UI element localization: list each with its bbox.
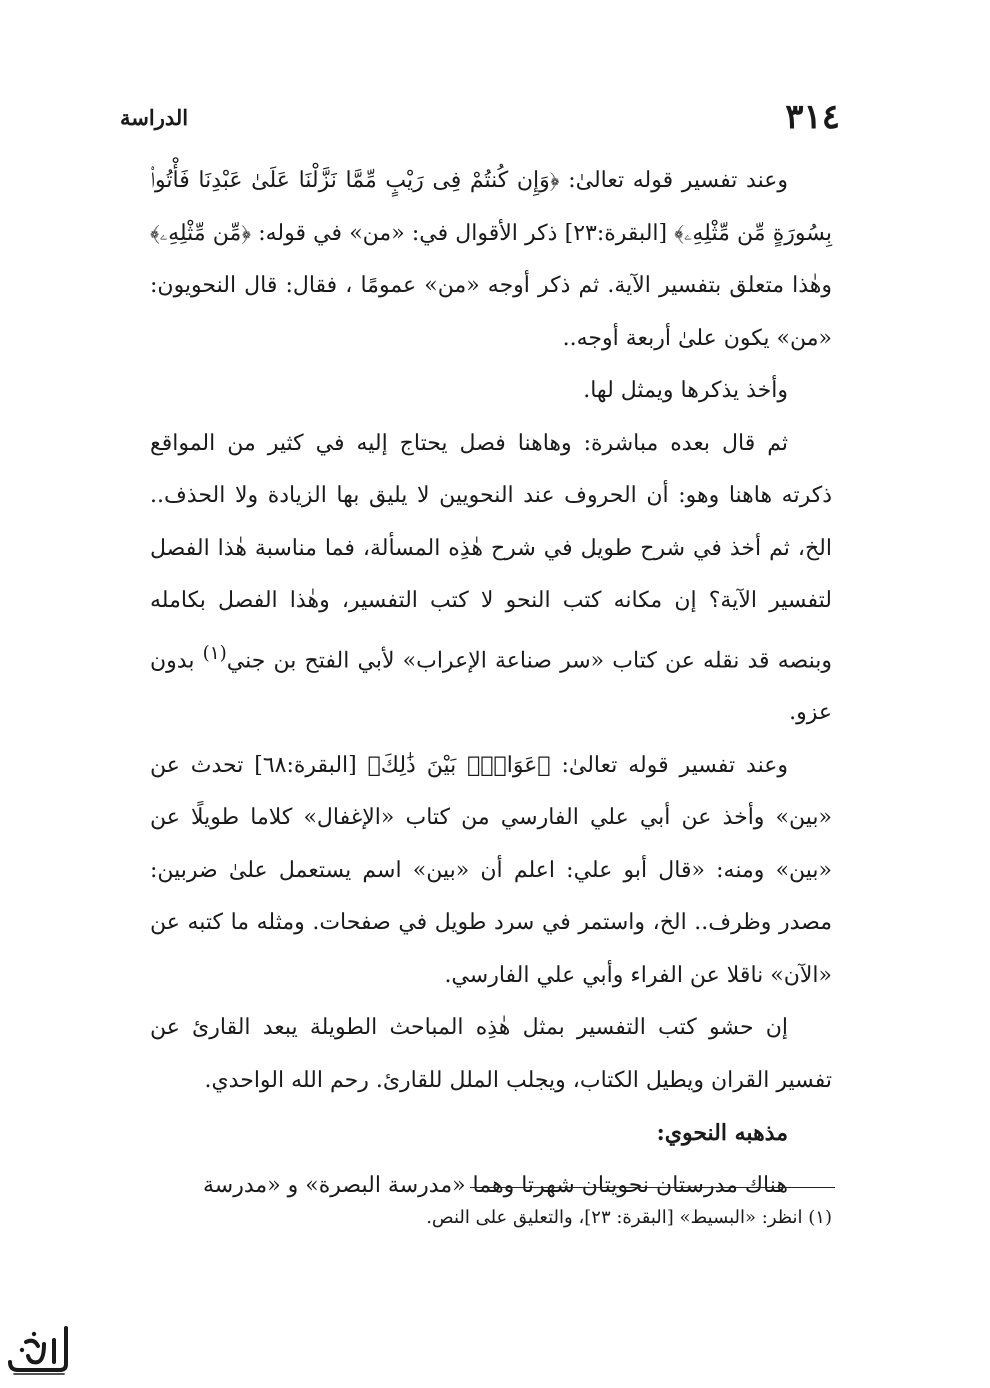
calligraphy-logo-icon: [4, 1320, 74, 1380]
running-title: الدراسة: [120, 104, 189, 130]
body-text: [150, 155, 832, 1212]
paragraph-5: إن حشو كتب التفسير بمثل هٰذِه المباحث الطويلة يبعد القارئ عن تفسير القران ويطيل الكتاب، ويجلب الملل للقارئ. رحم الله الواحدي.: [150, 1015, 832, 1093]
quran-verse: ﴿مِّن مِّثْلِهِۦ﴾: [150, 220, 252, 246]
page-number: ٣١٤: [785, 97, 840, 137]
paragraph-1-middle: [البقرة:٢٣] ذكر الأقوال في: «من» في قوله:: [251, 220, 675, 246]
quran-verse: ﴿وَإِن كُنتُمْ فِى رَيْبٍ مِّمَّا نَزَّلْنَا عَلَىٰ عَبْدِنَا فَأْتُوا۟ بِسُورَةٍ مِّن مِّثْلِهِۦ﴾: [150, 168, 832, 246]
logo-drawing: [4, 1320, 74, 1380]
paragraph-2: وأخذ يذكرها ويمثل لها.: [583, 378, 788, 403]
quran-verse: ﴿عَوَانٌۢ بَيْنَ ذَٰلِكَ﴾: [367, 752, 551, 778]
paragraph-3-suffix: بدون عزو.: [150, 647, 832, 726]
footnote-reference[interactable]: (١): [202, 642, 227, 664]
footnote: (١) انظر: «البسيط» [البقرة: ٢٣]، والتعليق على النص.: [426, 1207, 832, 1228]
paragraph-1: [150, 155, 832, 365]
footnote-divider: [470, 1187, 835, 1188]
paragraph-1-suffix: وهٰذا متعلق بتفسير الآية. ثم ذكر أوجه «من» عمومًا ، فقال: قال النحويون: «من» يكون علىٰ أربعة أوجه..: [150, 273, 832, 351]
page-header: [120, 92, 840, 142]
paragraph-6: هناك مدرستان نحويتان شهرتا وهما «مدرسة البصرة» و «مدرسة: [203, 1172, 788, 1198]
paragraph-1-prefix: وعند تفسير قوله تعالىٰ:: [559, 168, 788, 193]
section-heading: مذهبه النحوي:: [656, 1120, 788, 1147]
paragraph-3: [150, 418, 832, 740]
paragraph-4-suffix: [البقرة:٦٨] تحدث عن «بين» وأخذ عن أبي علي الفارسي من كتاب «الإغفال» كلاما طويلًا عن «بين» ومنه: «قال أبو علي: اعلم أن «بين» اسم يستعمل علىٰ ضربين: مصدر وظرف.. الخ، واستمر في سرد طويل في صفحات. ومثله ما كتبه عن «الآن» ناقلا عن الفراء وأبي علي الفارسي.: [150, 752, 832, 988]
paragraph-4-prefix: وعند تفسير قوله تعالىٰ:: [550, 752, 788, 778]
paragraph-3-text: ثم قال بعده مباشرة: وهاهنا فصل يحتاج إليه في كثير من المواقع ذكرته هاهنا وهو: أن الحروف عند النحويين لا يليق بها الزيادة ولا الحذف.. الخ، ثم أخذ في شرح طويل في شرح هٰذِه المسألة، فما مناسبة هٰذا الفصل لتفسير الآية؟ إن مكانه كتب النحو لا كتب التفسير، وهٰذا الفصل بكامله وبنصه قد نقله عن كتاب «سر صناعة الإعراب» لأبي الفتح بن جني: [150, 430, 832, 673]
paragraph-4: [150, 740, 832, 1003]
